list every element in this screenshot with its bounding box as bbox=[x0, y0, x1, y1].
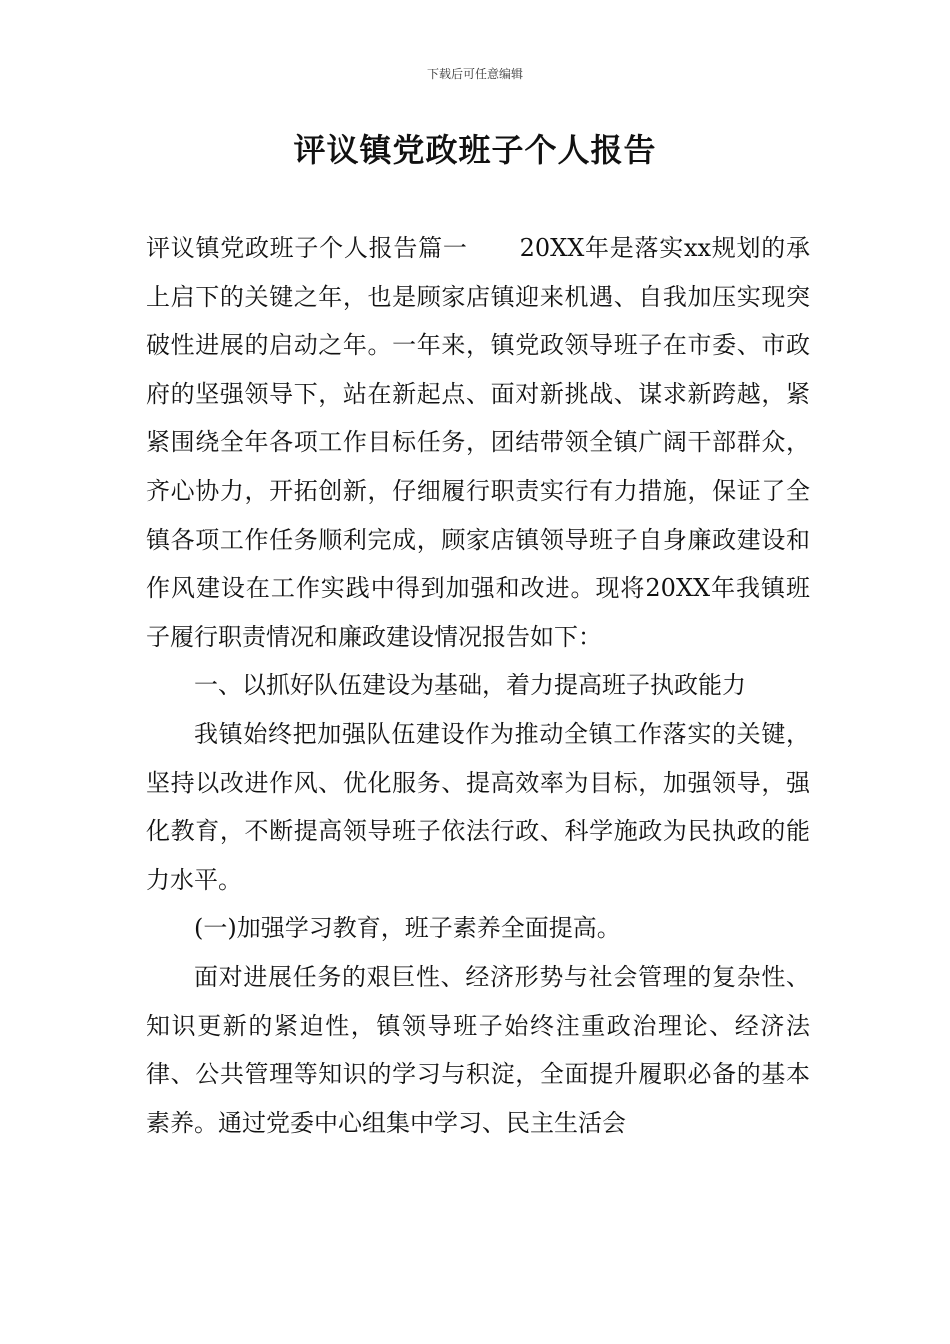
document-body bbox=[146, 224, 810, 1147]
intro-text: 20XX年是落实xx规划的承上启下的关键之年，也是顾家店镇迎来机遇、自我加压实现突破性进展的启动之年。一年来，镇党政领导班子在市委、市政府的坚强领导下，站在新起点、面对新挑战、谋求新跨越，紧紧围绕全年各项工作目标任务，团结带领全镇广阔干部群众，齐心协力，开拓创新，仔细履行职责实行有力措施，保证了全镇各项工作任务顺利完成，顾家店镇领导班子自身廉政建设和作风建设在工作实践中得到加强和改进。现将20XX年我镇班子履行职责情况和廉政建设情况报告如下： bbox=[146, 234, 811, 651]
paragraph-learning: 面对进展任务的艰巨性、经济形势与社会管理的复杂性、知识更新的紧迫性，镇领导班子始终注重政治理论、经济法律、公共管理等知识的学习与积淀，全面提升履职必备的基本素养。通过党委中心组集中学习、民主生活会 bbox=[146, 962, 810, 1137]
header-note: 下载后可任意编辑 bbox=[426, 67, 523, 81]
section-label: 评议镇党政班子个人报告篇一 bbox=[146, 234, 468, 262]
document-title: 评议镇党政班子个人报告 bbox=[293, 131, 657, 169]
section-heading-one: 一、以抓好队伍建设为基础，着力提高班子执政能力 bbox=[194, 671, 746, 700]
paragraph-team-building: 我镇始终把加强队伍建设作为推动全镇工作落实的关键，坚持以改进作风、优化服务、提高效率为目标，加强领导，强化教育，不断提高领导班子依法行政、科学施政为民执政的能力水平。 bbox=[146, 719, 810, 894]
subsection-heading-one: (一)加强学习教育，班子素养全面提高。 bbox=[194, 914, 621, 943]
paragraph-intro bbox=[146, 224, 810, 661]
